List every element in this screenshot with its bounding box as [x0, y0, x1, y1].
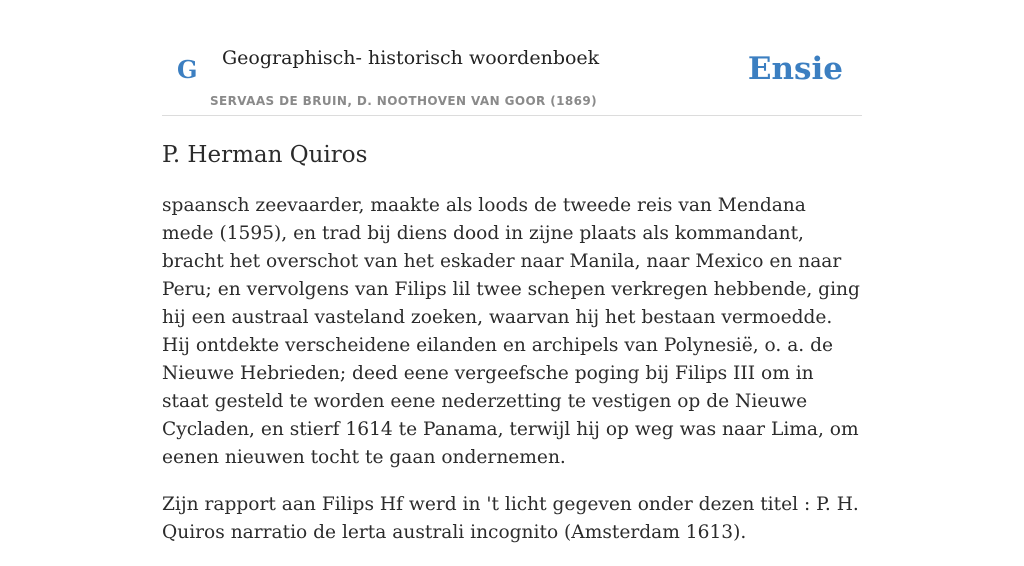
book-title[interactable]: Geographisch- historisch woordenboek	[222, 47, 600, 69]
brand-logo[interactable]: Ensie	[747, 51, 843, 87]
book-logo-icon[interactable]: G	[177, 55, 198, 84]
entry-paragraph-2: Zijn rapport aan Filips Hf werd in 't licht gegeven onder dezen titel : P. H. Quiros narratio de lerta australi incognito (Amsterdam 1613).	[162, 494, 859, 543]
entry-title: P. Herman Quiros	[162, 142, 368, 168]
entry-body	[162, 192, 862, 566]
book-author: SERVAAS DE BRUIN, D. NOOTHOVEN VAN GOOR (1869)	[210, 94, 598, 108]
header	[162, 0, 862, 116]
page	[162, 0, 862, 543]
entry-paragraph-1: spaansch zeevaarder, maakte als loods de tweede reis van Mendana mede (1595), en trad bij diens dood in zijne plaats als kommandant, bracht het overschot van het eskader naar Manila, naar Mexico en naar Peru; en vervolgens van Filips lil twee schepen verkregen hebbende, ging hij een austraal vasteland zoeken, waarvan hij het bestaan vermoedde. Hij ontdekte verscheidene eilanden en archipels van Polynesië, o. a. de Nieuwe Hebrieden; deed eene vergeefsche poging bij Filips III om in staat gesteld te worden eene nederzetting te vestigen op de Nieuwe Cycladen, en stierf 1614 te Panama, terwijl hij op weg was naar Lima, om eenen nieuwen tocht te gaan ondernemen.	[162, 195, 860, 468]
